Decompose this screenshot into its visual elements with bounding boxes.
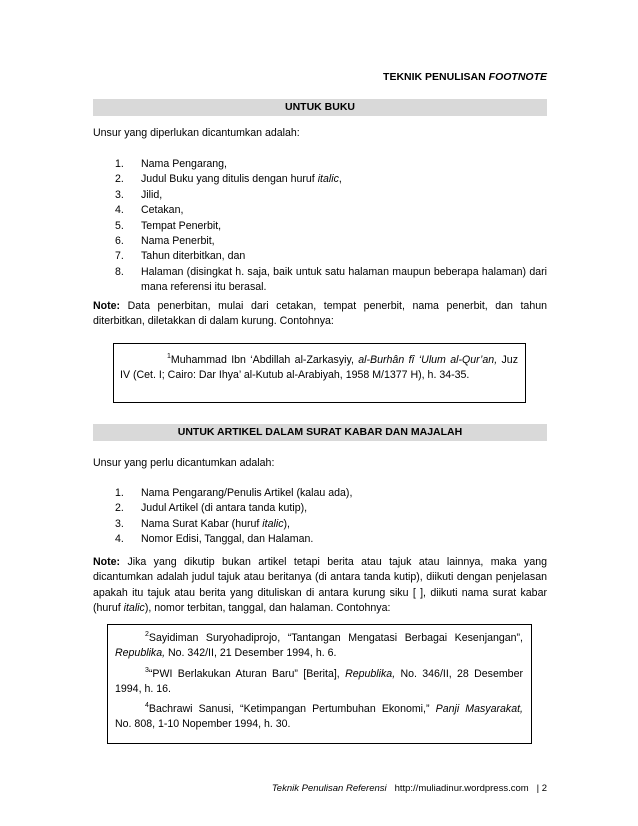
example-footnote: $^1$Muhammad Ibn ‘Abdillah al-Zarkasyiy, al-Burhân fî ‘Ulum al-Qur’an, Juz IV (Cet. I; Cairo: Dar Ihya’ al-Kutub al-Arabiyah, 1958 M/1377 H), h. 34-35. — [120, 353, 518, 382]
list-item: 1. Nama Pengarang, — [115, 158, 227, 170]
footer-title: Teknik Penulisan Referensi — [271, 783, 387, 794]
example-footnote: $^4$Bachrawi Sanusi, “Ketimpangan Pertumbuhan Ekonomi,” Panji Masyarakat, No. 808, 1-10 Nopember 1994, h. 30. — [115, 702, 523, 731]
section1-list — [115, 157, 547, 296]
list-item: 4. Nomor Edisi, Tanggal, dan Halaman. — [115, 533, 314, 546]
section1-intro: Unsur yang diperlukan dicantumkan adalah: — [93, 127, 300, 139]
example-box-artikel — [107, 624, 532, 744]
section2-note: Note: Jika yang dikutip bukan artikel tetapi berita atau tajuk atau lainnya, maka yang dicantumkan adalah judul tajuk atau beritanya (di antara tanda kutip), diikuti dengan penjelasan apakah itu tajuk atau berita yang dituliskan di antara kurung siku [ ], diikuti nama surat kabar (huruf italic), nomor terbitan, tanggal, dan halaman. Contohnya: — [93, 556, 547, 615]
header-title-italic: FOOTNOTE — [488, 71, 547, 83]
example-footnote: $^3$“PWI Berlakukan Aturan Baru” [Berita], Republika, No. 346/II, 28 Desember 1994, h. 16. — [115, 667, 523, 696]
list-item: 3. Nama Surat Kabar (huruf italic), — [115, 517, 290, 530]
footer-url[interactable]: http://muliadinur.wordpress.com — [394, 783, 529, 794]
section-heading-artikel: UNTUK ARTIKEL DALAM SURAT KABAR DAN MAJALAH — [93, 424, 547, 441]
page-header-title — [383, 70, 547, 85]
section2-intro: Unsur yang perlu dicantumkan adalah: — [93, 457, 275, 469]
example-box-buku — [113, 343, 526, 403]
section-heading-buku: UNTUK BUKU — [93, 99, 547, 116]
list-item: 2. Judul Buku yang ditulis dengan huruf italic, — [115, 173, 342, 186]
list-item: 1. Nama Pengarang/Penulis Artikel (kalau ada), — [115, 487, 353, 499]
example-footnote: $^2$Sayidiman Suryohadiprojo, “Tantangan Mengatasi Berbagai Kesenjangan”, Republika, No. 342/II, 21 Desember 1994, h. 6. — [115, 631, 523, 660]
list-item: 6. Nama Penerbit, — [115, 235, 215, 248]
list-item: 2. Judul Artikel (di antara tanda kutip), — [115, 502, 308, 515]
section1-note: Note: Data penerbitan, mulai dari cetakan, tempat penerbit, nama penerbit, dan tahun diterbitkan, diletakkan di dalam kurung. Contohnya: — [93, 300, 547, 328]
section2-list — [115, 486, 547, 548]
header-title-plain: TEKNIK PENULISAN — [383, 71, 486, 83]
note-label: Note: — [93, 300, 121, 312]
note-label: Note: — [93, 556, 121, 568]
list-item: 8. Halaman (disingkat h. saja, baik untuk satu halaman maupun beberapa halaman) dari mana referensi itu berasal. — [115, 265, 547, 294]
page-footer — [272, 781, 547, 796]
page-number: | 2 — [536, 783, 547, 794]
list-item: 5. Tempat Penerbit, — [115, 219, 222, 232]
list-item: 4. Cetakan, — [115, 204, 184, 217]
list-item: 7. Tahun diterbitkan, dan — [115, 250, 246, 263]
list-item: 3. Jilid, — [115, 188, 163, 201]
